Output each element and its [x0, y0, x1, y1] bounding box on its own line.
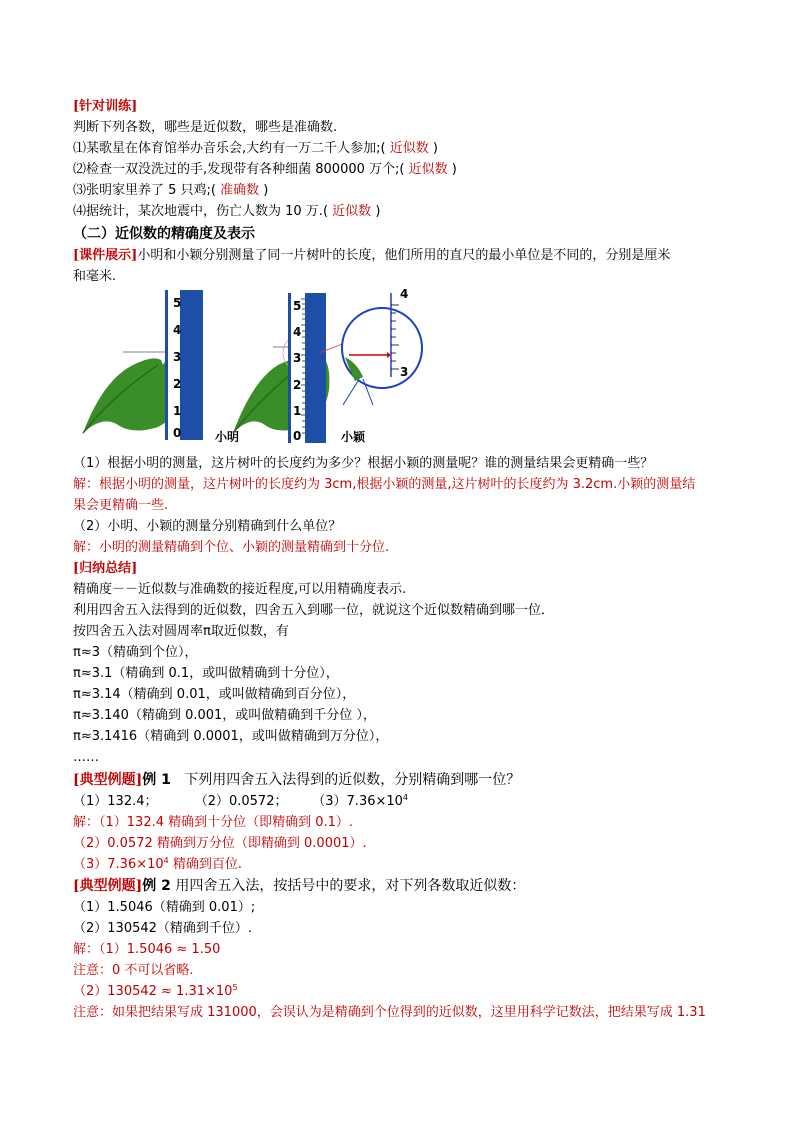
example-1-label: 例 1: [142, 772, 171, 788]
ruler-left-tick-5: 5: [173, 296, 182, 310]
courseware-line-2: 和毫米.: [73, 269, 117, 284]
ruler-right-tick-2: 2: [293, 378, 302, 392]
example-2-tag: [典型例题]: [73, 878, 143, 894]
summary-tag: [归纳总结]: [73, 561, 138, 576]
example-2-answer-2: [73, 983, 238, 1001]
answer-1-line-1: 解：根据小明的测量，这片树叶的长度约为 3cm,根据小颖的测量,这片树叶的长度约为 3.2cm.小颖的测量结: [73, 477, 696, 492]
example-1-part-2: （2）0.0572；: [194, 794, 288, 809]
ruler-right-tick-3: 3: [293, 351, 302, 365]
question-2: （2）小明、小颖的测量分别精确到什么单位？: [73, 519, 342, 534]
ruler-left-tick-0: 0: [173, 426, 182, 440]
question-1: （1）根据小明的测量，这片树叶的长度约为多少？根据小颖的测量呢？谁的测量结果会更精确一些？: [73, 456, 654, 471]
summary-line-2: 利用四舍五入法得到的近似数，四舍五入到哪一位，就说这个近似数精确到哪一位．: [73, 603, 555, 618]
example-2-question: 用四舍五入法，按括号中的要求，对下列各数取近似数：: [175, 878, 526, 894]
ruler-right-tick-1: 1: [293, 404, 302, 418]
example-1-answer-1: 解：（1）132.4 精确到十分位（即精确到 0.1）.: [73, 815, 354, 830]
summary-line-5: π≈3.1（精确到 0.1，或叫做精确到十分位），: [73, 666, 339, 681]
ruler-leaf-figure: [73, 285, 443, 445]
answer-exp: 4: [163, 856, 169, 865]
summary-line-4: π≈3（精确到个位），: [73, 645, 198, 660]
example-2-label: 例 2: [142, 878, 171, 894]
example-1-tag: [典型例题]: [73, 772, 143, 788]
answer-base: （3）7.36×10: [73, 857, 164, 872]
training-item-4: [73, 203, 380, 221]
example-2-part-2: （2）130542（精确到千位）.: [73, 921, 253, 936]
item-end: ): [432, 141, 438, 156]
example-1-parts: [73, 793, 408, 811]
example-2-heading: [73, 877, 525, 895]
answer-2: 解：小明的测量精确到个位、小颖的测量精确到十分位.: [73, 540, 390, 555]
training-item-3: [73, 182, 268, 200]
item-answer: 准确数: [220, 183, 260, 198]
training-item-1: [73, 140, 438, 158]
item-end: ): [375, 204, 381, 219]
name-right: 小颖: [341, 430, 366, 444]
ruler-right-tick-5: 5: [293, 299, 302, 313]
example-1-part-1: （1）132.4；: [73, 794, 158, 809]
ruler-left-tick-3: 3: [173, 350, 182, 364]
training-item-2: [73, 161, 457, 179]
ruler-right-tick-4: 4: [293, 325, 302, 339]
item-end: ): [451, 162, 457, 177]
item-text: ⑴某歌星在体育馆举办音乐会,大约有一万二千人参加;(: [73, 141, 386, 156]
zoom-tick-3: 3: [400, 365, 409, 379]
example-1-answer-2: （2）0.0572 精确到万分位（即精确到 0.0001）.: [73, 836, 367, 851]
training-tag: [针对训练]: [73, 99, 138, 114]
section-title: （二）近似数的精确度及表示: [73, 226, 255, 242]
training-intro: 判断下列各数，哪些是近似数，哪些是准确数.: [73, 120, 338, 135]
example-1-part-3-exp: 4: [402, 793, 409, 802]
answer-base: （2）130542 ≈ 1.31×10: [73, 984, 233, 999]
summary-line-8: π≈3.1416（精确到 0.0001，或叫做精确到万分位），: [73, 729, 389, 744]
item-text: ⑶张明家里养了 5 只鸡;(: [73, 183, 216, 198]
example-2-part-1: （1）1.5046（精确到 0.01）;: [73, 900, 256, 915]
example-2-answer-1: 解：（1）1.5046 ≈ 1.50: [73, 942, 221, 957]
item-answer: 近似数: [389, 141, 429, 156]
courseware-tag: [课件展示]: [73, 248, 138, 263]
example-1-part-3: （3）7.36×10: [312, 794, 403, 809]
item-text: ⑵检查一双没洗过的手,发现带有各种细菌 800000 万个;(: [73, 162, 405, 177]
courseware-line-1: [73, 247, 670, 265]
ruler-left-tick-4: 4: [173, 323, 182, 337]
answer-1-line-2: 果会更精确一些.: [73, 498, 169, 513]
example-1-heading: [73, 771, 520, 789]
summary-line-9: ……: [73, 750, 99, 765]
summary-line-1: 精确度－－近似数与准确数的接近程度,可以用精确度表示.: [73, 582, 407, 597]
example-1-answer-3: [73, 856, 242, 874]
name-left: 小明: [215, 430, 240, 444]
item-end: ): [263, 183, 269, 198]
summary-line-6: π≈3.14（精确到 0.01，或叫做精确到百分位），: [73, 687, 356, 702]
ruler-right-tick-0: 0: [293, 429, 302, 443]
summary-line-7: π≈3.140（精确到 0.001，或叫做精确到千分位 ），: [73, 708, 376, 723]
example-1-question: 下列用四舍五入法得到的近似数，分别精确到哪一位？: [184, 772, 521, 788]
summary-line-3: 按四舍五入法对圆周率π取近似数，有: [73, 624, 289, 639]
answer-exp: 5: [232, 983, 238, 992]
zoom-tick-4: 4: [400, 287, 409, 301]
courseware-text: 小明和小颖分别测量了同一片树叶的长度，他们所用的直尺的最小单位是不同的，分别是厘米: [137, 248, 671, 263]
example-2-note-1: 注意：0 不可以省略.: [73, 963, 194, 978]
item-text: ⑷据统计，某次地震中，伤亡人数为 10 万.(: [73, 204, 329, 219]
item-answer: 近似数: [408, 162, 448, 177]
example-2-note-2: 注意：如果把结果写成 131000，会误认为是精确到个位得到的近似数，这里用科学记数法，把结果写成 1.31: [73, 1005, 706, 1020]
ruler-left-tick-2: 2: [173, 377, 182, 391]
ruler-left-tick-1: 1: [173, 404, 182, 418]
item-answer: 近似数: [332, 204, 372, 219]
answer-tail: 精确到百位.: [168, 857, 243, 872]
